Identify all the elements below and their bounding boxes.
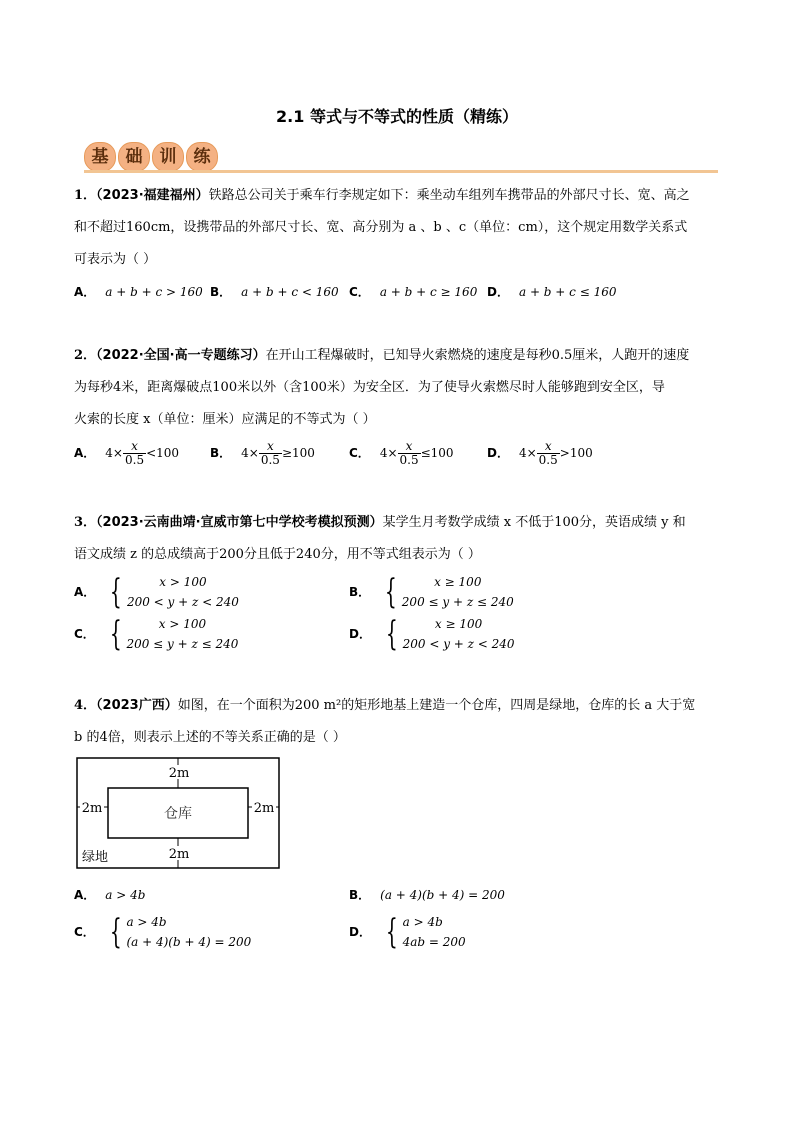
question-2-line-3: 火索的长度 x（单位：厘米）应满足的不等式为（ ） [74, 412, 376, 427]
option-label: B． [349, 888, 371, 902]
warehouse-label: 仓库 [164, 806, 192, 822]
question-source: （2023·福建福州） [96, 188, 209, 203]
option-c[interactable] [349, 440, 454, 467]
question-4-line-1 [74, 690, 724, 722]
question-text: 在开山工程爆破时，已知导火索燃烧的速度是每秒0.5厘米，人跑开的速度 [265, 348, 690, 363]
option-prefix: 4× [518, 446, 537, 460]
question-2-line-1 [74, 340, 724, 372]
brace-icon: { [385, 912, 398, 952]
option-d[interactable] [487, 440, 593, 467]
left-label: 2m [81, 801, 103, 816]
system-line: 4ab = 200 [402, 935, 466, 949]
fraction [398, 440, 421, 467]
option-d[interactable] [349, 614, 515, 654]
page-title: 2.1 等式与不等式的性质（精练） [276, 107, 518, 126]
inequality-system [381, 912, 466, 952]
option-label: A． [74, 446, 96, 460]
option-a[interactable] [74, 440, 179, 467]
option-label: D． [487, 446, 509, 460]
option-label: D． [349, 626, 371, 641]
option-b[interactable] [210, 283, 339, 300]
option-formula: a + b + c > 160 [105, 285, 203, 299]
option-prefix: 4× [379, 446, 398, 460]
banner-char: 练 [186, 142, 218, 172]
inequality-system [105, 572, 239, 612]
question-source: （2023·云南曲靖·宣威市第七中学校考模拟预测） [96, 515, 383, 530]
fraction-numerator: x [398, 440, 421, 454]
fraction [259, 440, 282, 467]
system-line: 200 ≤ y + z ≤ 240 [401, 595, 514, 609]
right-label: 2m [253, 801, 275, 816]
banner-char: 基 [84, 142, 116, 172]
system-line: 200 < y + z < 240 [402, 637, 515, 651]
question-4-line-2: b 的4倍，则表示上述的不等关系正确的是（ ） [74, 730, 346, 745]
inequality-system [380, 572, 514, 612]
brace-icon: { [109, 614, 122, 654]
option-prefix: 4× [105, 446, 123, 460]
option-c[interactable] [349, 283, 477, 300]
brace-icon: { [385, 572, 397, 612]
option-d[interactable] [349, 912, 466, 952]
option-formula: a + b + c ≤ 160 [518, 285, 617, 299]
option-formula: (a + 4)(b + 4) = 200 [380, 888, 505, 902]
question-1-line-1 [74, 180, 724, 212]
question-text: 如图，在一个面积为200 m²的矩形地基上建造一个仓库，四周是绿地，仓库的长 a 大于宽 [177, 698, 696, 713]
brace-icon: { [110, 572, 123, 612]
option-c[interactable] [74, 614, 238, 654]
question-number: 2． [74, 348, 97, 363]
system-line: x > 100 [158, 617, 207, 631]
option-d[interactable] [487, 283, 616, 300]
option-formula: a > 4b [105, 888, 146, 902]
question-2-line-2: 为每秒4米，距离爆破点100米以外（含100米）为安全区．为了使导火索燃尽时人能够跑到安全区，导 [74, 380, 665, 395]
fraction-denominator: 0.5 [260, 453, 280, 467]
fraction-numerator: x [537, 440, 560, 454]
option-label: C． [349, 446, 370, 460]
bottom-label: 2m [168, 847, 190, 862]
option-label: B． [349, 584, 371, 599]
question-3-line-1 [74, 507, 724, 539]
option-suffix: ≤100 [420, 446, 454, 460]
option-a[interactable] [74, 283, 203, 300]
option-label: D． [349, 924, 371, 939]
option-b[interactable] [349, 886, 505, 903]
top-label: 2m [168, 766, 190, 781]
question-number: 4． [74, 698, 97, 713]
option-a[interactable] [74, 886, 145, 903]
option-label: C． [74, 626, 95, 641]
question-source: （2023广西） [96, 698, 178, 713]
option-b[interactable] [210, 440, 315, 467]
option-label: A． [74, 285, 96, 299]
question-4 [74, 690, 724, 754]
system-line: x > 100 [159, 575, 207, 589]
section-divider [84, 170, 718, 173]
question-2 [74, 340, 724, 436]
brace-icon: { [109, 912, 122, 952]
question-3 [74, 507, 724, 571]
option-suffix: <100 [146, 446, 180, 460]
inequality-system [105, 912, 251, 952]
banner-char: 训 [152, 142, 184, 172]
system-line: a > 4b [402, 915, 443, 929]
system-line: (a + 4)(b + 4) = 200 [126, 935, 252, 949]
banner-char: 础 [118, 142, 150, 172]
question-number: 1． [74, 188, 97, 203]
fraction [537, 440, 560, 467]
inequality-system [381, 614, 515, 654]
section-banner [84, 142, 220, 172]
question-text: 某学生月考数学成绩 x 不低于100分，英语成绩 y 和 [382, 515, 686, 530]
option-suffix: >100 [559, 446, 593, 460]
option-prefix: 4× [241, 446, 259, 460]
option-b[interactable] [349, 572, 514, 612]
option-label: D． [487, 285, 509, 299]
option-label: A． [74, 584, 96, 599]
system-line: 200 ≤ y + z ≤ 240 [126, 637, 239, 651]
inequality-system [105, 614, 239, 654]
warehouse-diagram [76, 757, 280, 869]
fraction [123, 440, 146, 467]
option-formula: a + b + c < 160 [241, 285, 339, 299]
fraction-denominator: 0.5 [399, 453, 419, 467]
system-line: 200 < y + z < 240 [126, 595, 239, 609]
question-1-line-3: 可表示为（ ） [74, 252, 157, 267]
option-label: A． [74, 888, 96, 902]
option-formula: a + b + c ≥ 160 [379, 285, 478, 299]
brace-icon: { [385, 614, 398, 654]
question-3-line-2: 语文成绩 z 的总成绩高于200分且低于240分，用不等式组表示为（ ） [74, 547, 481, 562]
option-label: B． [210, 446, 232, 460]
fraction-denominator: 0.5 [125, 453, 145, 467]
question-text: 铁路总公司关于乘车行李规定如下：乘坐动车组列车携带品的外部尺寸长、宽、高之 [208, 188, 690, 203]
fraction-numerator: x [259, 440, 282, 454]
option-label: B． [210, 285, 232, 299]
option-suffix: ≥100 [281, 446, 315, 460]
question-source: （2022·全国·高一专题练习） [96, 348, 266, 363]
system-line: x ≥ 100 [434, 617, 483, 631]
greenland-label: 绿地 [82, 850, 109, 865]
system-line: x ≥ 100 [434, 575, 482, 589]
question-1 [74, 180, 724, 276]
fraction-denominator: 0.5 [538, 453, 558, 467]
option-label: C． [349, 285, 370, 299]
option-a[interactable] [74, 572, 239, 612]
fraction-numerator: x [123, 440, 146, 454]
question-1-line-2: 和不超过160cm，设携带品的外部尺寸长、宽、高分别为 a 、b 、c（单位：cm），这个规定用数学关系式 [74, 220, 688, 235]
system-line: a > 4b [126, 915, 167, 929]
option-label: C． [74, 924, 95, 939]
option-c[interactable] [74, 912, 251, 952]
question-number: 3． [74, 515, 97, 530]
